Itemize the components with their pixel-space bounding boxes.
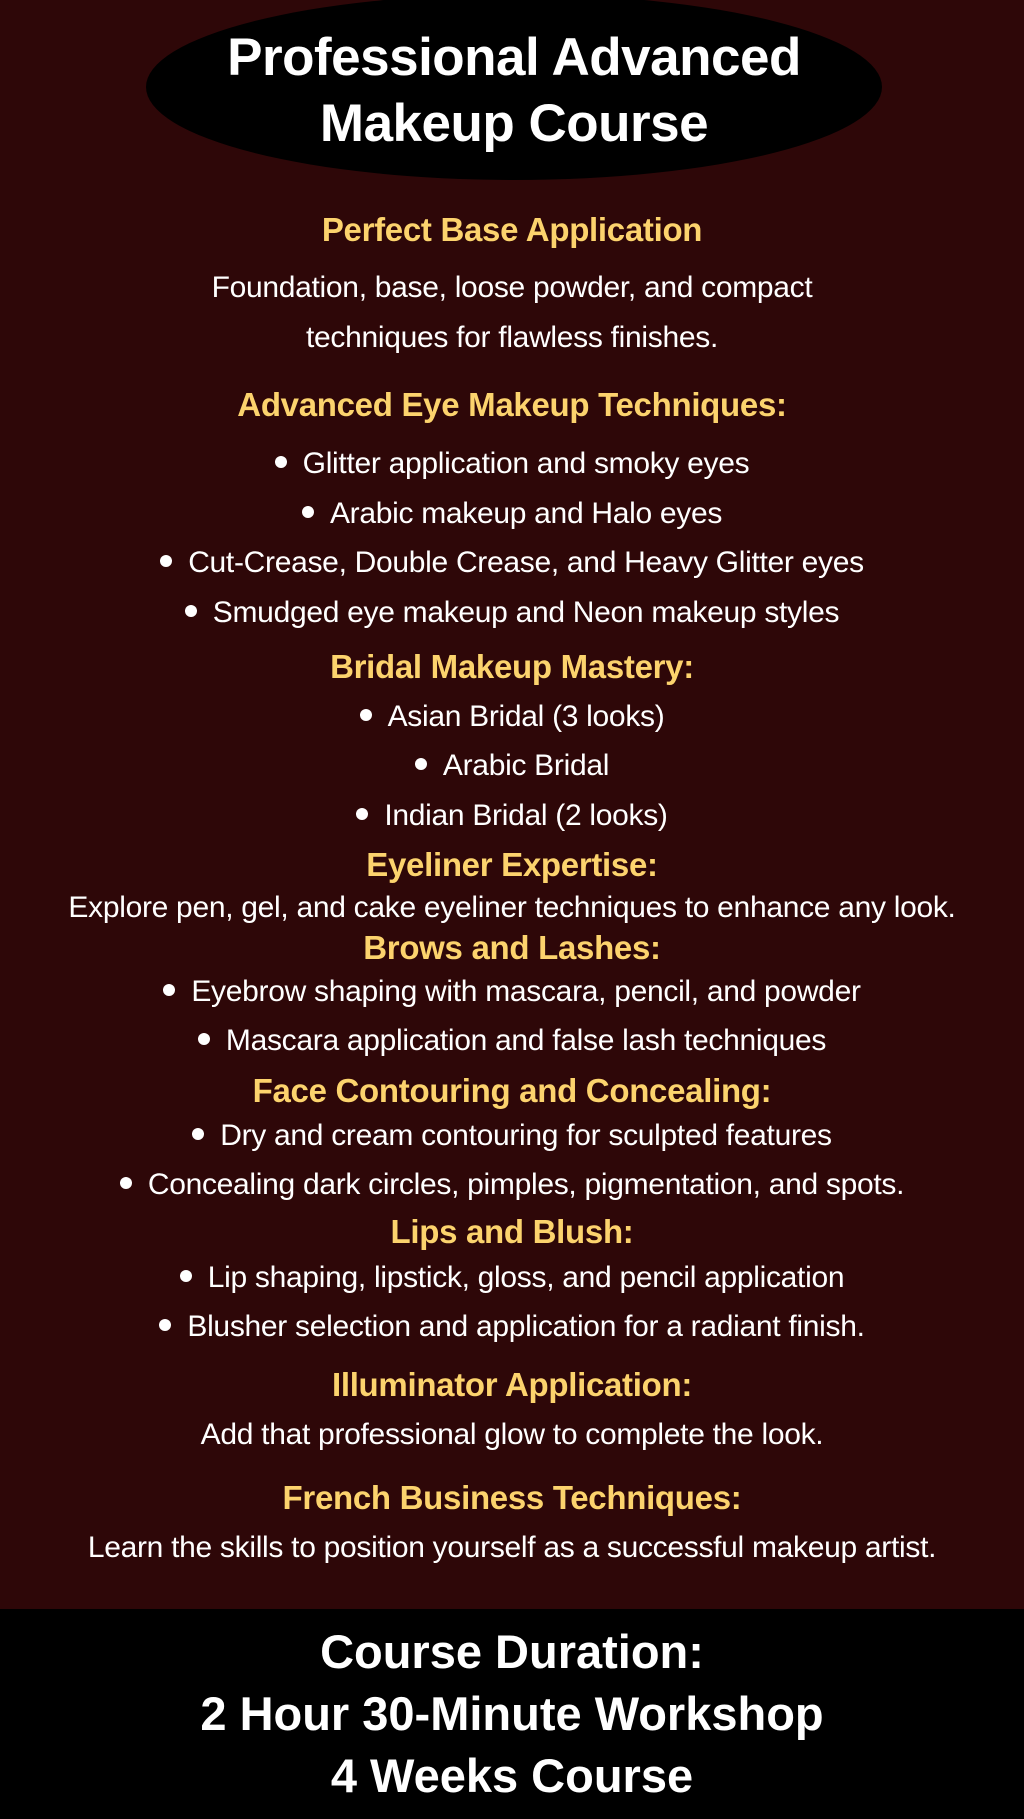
- page-title-line-1: Professional Advanced: [227, 28, 801, 87]
- illuminator-description: Add that professional glow to complete the look.: [200, 1418, 824, 1451]
- contour-list-item-label: Dry and cream contouring for sculpted features: [220, 1119, 832, 1152]
- bullet-icon: [180, 1270, 192, 1282]
- section-heading-contour: Face Contouring and Concealing:: [252, 1072, 772, 1109]
- bullet-icon: [302, 506, 314, 518]
- footer-course-length: 4 Weeks Course: [330, 1749, 694, 1802]
- eye-list-item-label: Arabic makeup and Halo eyes: [329, 497, 723, 530]
- eye-list-item: [0, 543, 1024, 583]
- bullet-icon: [356, 808, 368, 820]
- brows-list-item-label: Mascara application and false lash techniques: [225, 1024, 827, 1057]
- course-duration-footer: [0, 1609, 1024, 1819]
- eye-list-item: [0, 494, 1024, 534]
- bullet-icon: [198, 1033, 210, 1045]
- eye-list-item: [0, 444, 1024, 484]
- section-heading-bridal: Bridal Makeup Mastery:: [330, 648, 694, 685]
- contour-list-item: [0, 1116, 1024, 1156]
- bridal-list-item-label: Arabic Bridal: [442, 749, 610, 782]
- section-heading-business: French Business Techniques:: [282, 1479, 742, 1516]
- page-title-line-2: Makeup Course: [319, 94, 709, 153]
- brows-list-item: [0, 972, 1024, 1012]
- eye-list-item: [0, 593, 1024, 633]
- bullet-icon: [415, 758, 427, 770]
- bullet-icon: [185, 605, 197, 617]
- contour-list-item: [0, 1165, 1024, 1205]
- section-heading-lips: Lips and Blush:: [390, 1213, 634, 1250]
- bridal-list-item: [0, 796, 1024, 836]
- bullet-icon: [160, 555, 172, 567]
- brows-list-item-label: Eyebrow shaping with mascara, pencil, and powder: [191, 975, 861, 1008]
- footer-duration-label: Course Duration:: [320, 1625, 704, 1678]
- business-description: Learn the skills to position yourself as a successful makeup artist.: [87, 1531, 937, 1564]
- section-heading-eyeliner: Eyeliner Expertise:: [366, 846, 658, 883]
- bridal-list-item: [0, 697, 1024, 737]
- base-description-line-1: Foundation, base, loose powder, and compact: [211, 271, 813, 304]
- bullet-icon: [192, 1128, 204, 1140]
- bullet-icon: [163, 984, 175, 996]
- section-heading-base: Perfect Base Application: [321, 211, 703, 248]
- footer-workshop-length: 2 Hour 30-Minute Workshop: [200, 1687, 824, 1740]
- lips-list-item-label: Lip shaping, lipstick, gloss, and pencil application: [207, 1261, 845, 1294]
- section-heading-eye: Advanced Eye Makeup Techniques:: [237, 386, 787, 423]
- eye-list-item-label: Smudged eye makeup and Neon makeup styles: [212, 596, 840, 629]
- base-description-line-2: techniques for flawless finishes.: [306, 321, 718, 354]
- eye-list-item-label: Glitter application and smoky eyes: [302, 447, 750, 480]
- eye-list-item-label: Cut-Crease, Double Crease, and Heavy Glitter eyes: [188, 546, 864, 579]
- section-heading-illuminator: Illuminator Application:: [331, 1366, 693, 1403]
- title-banner: [146, 0, 882, 180]
- lips-list-item: [0, 1307, 1024, 1347]
- bullet-icon: [275, 456, 287, 468]
- bullet-icon: [360, 709, 372, 721]
- bullet-icon: [159, 1319, 171, 1331]
- bridal-list-item-label: Asian Bridal (3 looks): [387, 700, 665, 733]
- bridal-list-item: [0, 746, 1024, 786]
- bullet-icon: [120, 1177, 132, 1189]
- lips-list-item-label: Blusher selection and application for a radiant finish.: [187, 1310, 865, 1343]
- lips-list-item: [0, 1258, 1024, 1298]
- bridal-list-item-label: Indian Bridal (2 looks): [384, 799, 668, 832]
- eyeliner-description: Explore pen, gel, and cake eyeliner techniques to enhance any look.: [68, 891, 956, 924]
- section-heading-brows: Brows and Lashes:: [363, 929, 661, 966]
- contour-list-item-label: Concealing dark circles, pimples, pigmentation, and spots.: [147, 1168, 905, 1201]
- brows-list-item: [0, 1021, 1024, 1061]
